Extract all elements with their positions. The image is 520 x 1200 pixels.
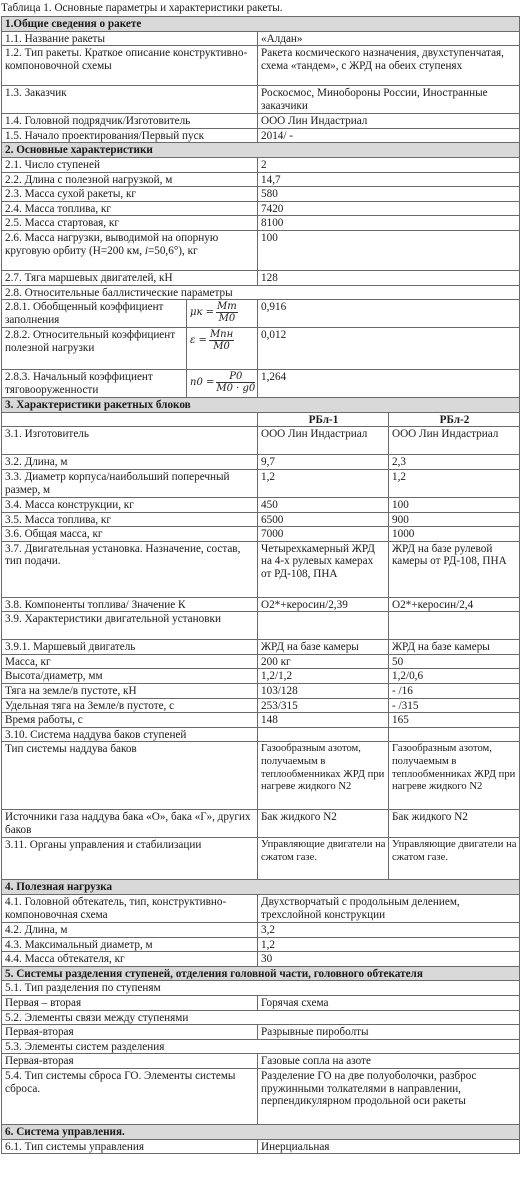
row-label: Тяга на земле/в пустоте, кН xyxy=(2,684,258,699)
row-label xyxy=(2,230,258,270)
row-label: 2.8.3. Начальный коэффициент тяговооруженности xyxy=(2,370,187,398)
row-value: Двухстворчатый с продольным делением, трехслойной конструкции xyxy=(258,895,520,923)
row-value: 2,3 xyxy=(389,455,520,470)
row-value: 128 xyxy=(258,270,520,285)
row-value: ЖРД на базе рулевой камеры от РД-108, ПНА xyxy=(389,541,520,597)
row-value: О2*+керосин/2,4 xyxy=(389,597,520,612)
label-part: =50,6°), кг xyxy=(147,244,198,257)
row-label: Высота/диаметр, мм xyxy=(2,669,258,684)
row-label: 2.8.1. Обобщенный коэффициент заполнения xyxy=(2,300,187,328)
row-label: 2.8. Относительные баллистические параметры xyxy=(2,285,520,300)
row-value: Инерциальная xyxy=(258,1139,520,1154)
row-value: 165 xyxy=(389,713,520,728)
row-label: Первая-вторая xyxy=(2,1054,258,1069)
row-value: 1000 xyxy=(389,527,520,542)
section-title: 5. Системы разделения ступеней, отделения головной части, головного обтекателя xyxy=(2,966,520,981)
row-value: 1,2/1,2 xyxy=(258,669,389,684)
column-header: РБл-2 xyxy=(389,412,520,427)
row-value: - /16 xyxy=(389,684,520,699)
row-value: 1,2/0,6 xyxy=(389,669,520,684)
row-label: 4.1. Головной обтекатель, тип, конструктивно-компоновочная схема xyxy=(2,895,258,923)
row-label: 2.7. Тяга маршевых двигателей, кН xyxy=(2,270,258,285)
section-title: 4. Полезная нагрузка xyxy=(2,880,520,895)
row-label: 2.8.2. Относительный коэффициент полезной нагрузки xyxy=(2,328,187,370)
row-label: 4.4. Масса обтекателя, кг xyxy=(2,952,258,967)
row-label: Удельная тяга на Земле/в пустоте, с xyxy=(2,698,258,713)
row-label: 5.3. Элементы систем разделения xyxy=(2,1039,520,1054)
row-value: «Алдан» xyxy=(258,31,520,46)
section-title: 6. Система управления. xyxy=(2,1124,520,1139)
row-value: 0,012 xyxy=(258,328,520,370)
row-value: 2 xyxy=(258,157,520,172)
row-value: 50 xyxy=(389,654,520,669)
row-label: 1.2. Тип ракеты. Краткое описание конструктивно-компоновочной схемы xyxy=(2,46,258,86)
row-label: 3.2. Длина, м xyxy=(2,455,258,470)
row-value: Четырехкамерный ЖРД на 4-х рулевых камерах от РД-108, ПНА xyxy=(258,541,389,597)
row-value: 1,2 xyxy=(258,937,520,952)
row-value: ООО Лин Индастриал xyxy=(389,427,520,455)
formula: μк = $\frac{Мт}{М0}$ xyxy=(187,300,258,328)
row-value xyxy=(389,727,520,742)
row-value: 14,7 xyxy=(258,172,520,187)
row-value: Газообразным азотом, получаемым в теплообменниках ЖРД при нагреве жидкого N2 xyxy=(258,742,389,810)
row-value: 103/128 xyxy=(258,684,389,699)
row-value: ООО Лин Индастриал xyxy=(258,114,520,129)
row-value: Горячая схема xyxy=(258,996,520,1011)
row-value xyxy=(258,727,389,742)
row-value: 1,264 xyxy=(258,370,520,398)
row-label: 5.2. Элементы связи между ступенями xyxy=(2,1010,520,1025)
formula: n0 = $\frac{P0}{M0 \cdot g0}$ xyxy=(187,370,258,398)
row-label: 3.3. Диаметр корпуса/наибольший поперечный размер, м xyxy=(2,469,258,497)
row-label: Источники газа наддува бака «О», бака «Г», других баков xyxy=(2,810,258,838)
section-title: 1.Общие сведения о ракете xyxy=(2,17,520,32)
row-value: Газообразным азотом, получаемым в теплообменниках ЖРД при нагреве жидкого N2 xyxy=(389,742,520,810)
row-label: 3.10. Система наддува баков ступеней xyxy=(2,727,258,742)
formula: ε = $\frac{\text{Мпн}}{М0}$ xyxy=(187,328,258,370)
row-value: Управляющие двигатели на сжатом газе. xyxy=(389,838,520,880)
table-caption: Таблица 1. Основные параметры и характеристики ракеты. xyxy=(1,2,283,14)
row-label: 3.1. Изготовитель xyxy=(2,427,258,455)
row-value: 2014/ - xyxy=(258,128,520,143)
row-value: ЖРД на базе камеры xyxy=(389,640,520,655)
row-value: 1,2 xyxy=(389,469,520,497)
row-value: Управляющие двигатели на сжатом газе. xyxy=(258,838,389,880)
row-label: 1.5. Начало проектирования/Первый пуск xyxy=(2,128,258,143)
row-label: 2.4. Масса топлива, кг xyxy=(2,201,258,216)
row-value: 0,916 xyxy=(258,300,520,328)
row-value: 100 xyxy=(389,497,520,512)
row-value: Разрывные пироболты xyxy=(258,1025,520,1040)
row-label: Масса, кг xyxy=(2,654,258,669)
row-value: 253/315 xyxy=(258,698,389,713)
row-label: 4.2. Длина, м xyxy=(2,923,258,938)
row-value: Разделение ГО на две полуоболочки, разброс пружинными толкателями в направлении, перпендикулярном продольной оси ракеты xyxy=(258,1068,520,1124)
row-value: 8100 xyxy=(258,216,520,231)
row-value: 7420 xyxy=(258,201,520,216)
row-value: 1,2 xyxy=(258,469,389,497)
row-value: 30 xyxy=(258,952,520,967)
row-value: 450 xyxy=(258,497,389,512)
row-label: Время работы, с xyxy=(2,713,258,728)
column-header: РБл-1 xyxy=(258,412,389,427)
row-label: 3.8. Компоненты топлива/ Значение К xyxy=(2,597,258,612)
row-label: 2.1. Число ступеней xyxy=(2,157,258,172)
row-value: О2*+керосин/2,39 xyxy=(258,597,389,612)
row-value xyxy=(258,612,389,640)
row-value: Бак жидкого N2 xyxy=(258,810,389,838)
row-value: 9,7 xyxy=(258,455,389,470)
row-value: 3,2 xyxy=(258,923,520,938)
row-value: Роскосмос, Минобороны России, Иностранные заказчики xyxy=(258,86,520,114)
row-label: 5.4. Тип системы сброса ГО. Элементы системы сброса. xyxy=(2,1068,258,1124)
row-label: 2.5. Масса стартовая, кг xyxy=(2,216,258,231)
row-label: 3.9.1. Маршевый двигатель xyxy=(2,640,258,655)
row-value: ООО Лин Индастриал xyxy=(258,427,389,455)
row-label: 2.2. Длина с полезной нагрузкой, м xyxy=(2,172,258,187)
row-label: 2.3. Масса сухой ракеты, кг xyxy=(2,187,258,202)
row-value: Бак жидкого N2 xyxy=(389,810,520,838)
row-label: 3.6. Общая масса, кг xyxy=(2,527,258,542)
row-label: Первая – вторая xyxy=(2,996,258,1011)
section-title: 2. Основные характеристики xyxy=(2,143,520,158)
row-value: 7000 xyxy=(258,527,389,542)
row-value: 200 кг xyxy=(258,654,389,669)
header-empty xyxy=(2,412,258,427)
row-label: Тип системы наддува баков xyxy=(2,742,258,810)
row-label: 3.11. Органы управления и стабилизации xyxy=(2,838,258,880)
row-label: 1.4. Головной подрядчик/Изготовитель xyxy=(2,114,258,129)
inclination-symbol: i xyxy=(144,244,148,257)
row-label: 3.4. Масса конструкции, кг xyxy=(2,497,258,512)
row-label: 4.3. Максимальный диаметр, м xyxy=(2,937,258,952)
row-label: 1.1. Название ракеты xyxy=(2,31,258,46)
row-label: 3.7. Двигательная установка. Назначение, состав, тип подачи. xyxy=(2,541,258,597)
row-label: 6.1. Тип системы управления xyxy=(2,1139,258,1154)
row-value: 148 xyxy=(258,713,389,728)
row-label: 5.1. Тип разделения по ступеням xyxy=(2,981,520,996)
row-label: 3.5. Масса топлива, кг xyxy=(2,512,258,527)
label-part: 2.6. Масса нагрузки, выводимой на опорную круговую орбиту (Н=200 км, xyxy=(5,231,219,257)
row-value: 900 xyxy=(389,512,520,527)
row-value: Газовые сопла на азоте xyxy=(258,1054,520,1069)
row-label: Первая-вторая xyxy=(2,1025,258,1040)
row-value: ЖРД на базе камеры xyxy=(258,640,389,655)
row-value: 6500 xyxy=(258,512,389,527)
rocket-parameters-table xyxy=(1,16,520,1154)
row-label: 1.3. Заказчик xyxy=(2,86,258,114)
section-title: 3. Характеристики ракетных блоков xyxy=(2,398,520,413)
row-value: - /315 xyxy=(389,698,520,713)
row-label: 3.9. Характеристики двигательной установки xyxy=(2,612,258,640)
row-value: 100 xyxy=(258,230,520,270)
row-value: 580 xyxy=(258,187,520,202)
row-value xyxy=(389,612,520,640)
row-value: Ракета космического назначения, двухступенчатая, схема «тандем», с ЖРД на обеих ступенях xyxy=(258,46,520,86)
